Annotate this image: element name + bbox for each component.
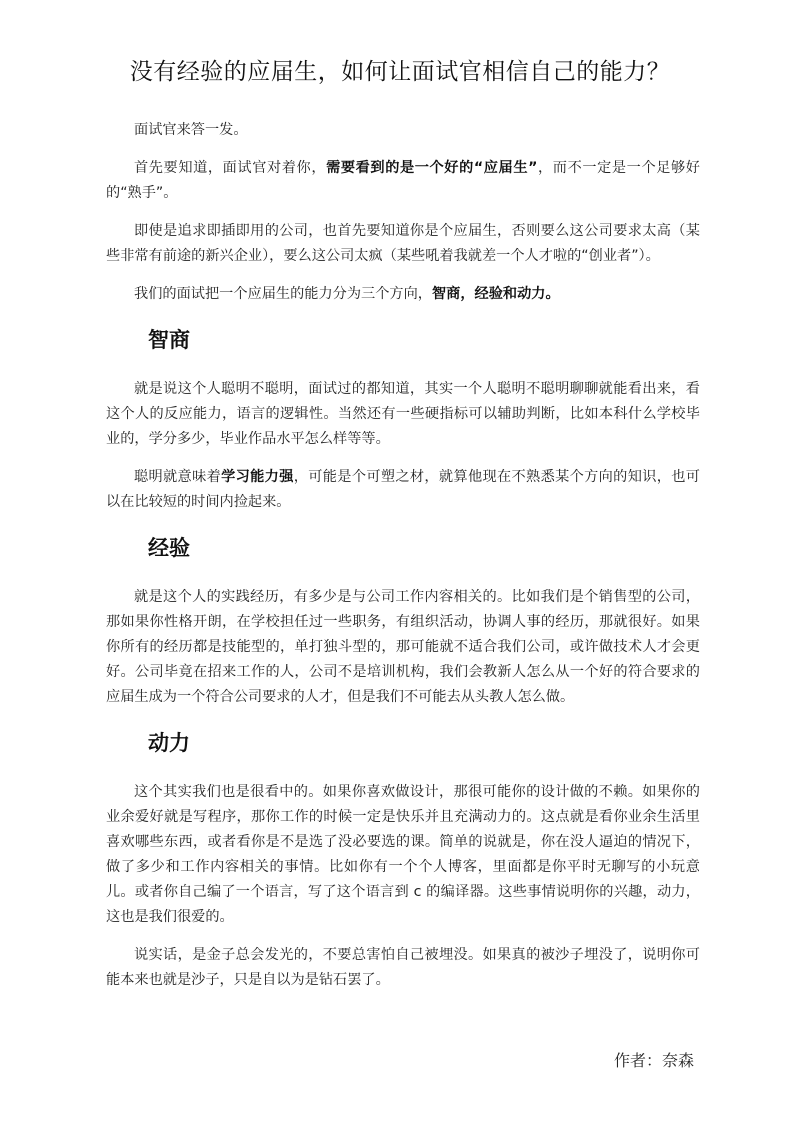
motivation-paragraph-1: 这个其实我们也是很看中的。如果你喜欢做设计，那很可能你的设计做的不赖。如果你的业余爱好就是写程序，那你工作的时候一定是快乐并且充满动力的。这点就是看你业余生活里喜欢哪些东西，或者看你是不是选了没必要选的课。简单的说就是，你在没人逼迫的情况下，做了多少和工作内容相关的事情。比如你有一个个人博客，里面都是你平时无聊写的小玩意儿。或者你自己编了一个语言，写了这个语言到 c 的编译器。这些事情说明你的兴趣，动力，这也是我们很爱的。 bbox=[106, 784, 700, 925]
section-heading-motivation: 动力 bbox=[148, 731, 190, 755]
intro-p2-text-after: ，而不一定是一个足够好的“熟手”。 bbox=[106, 160, 700, 201]
intro-p4-text-before: 我们的面试把一个应届生的能力分为三个方向， bbox=[134, 286, 432, 302]
experience-paragraph-1: 就是这个人的实践经历，有多少是与公司工作内容相关的。比如我们是个销售型的公司，那如果你性格开朗，在学校担任过一些职务，有组织活动，协调人事的经历，那就很好。如果你所有的经历都是技能型的，单打独斗型的，那可能就不适合我们公司，或许做技术人才会更好。公司毕竟在招来工作的人，公司不是培训机构，我们会教新人怎么从一个好的符合要求的应届生成为一个符合公司要求的人才，但是我们不可能去从头教人怎么做。 bbox=[106, 589, 700, 705]
section-heading-iq: 智商 bbox=[148, 328, 190, 352]
iq-p2-bold: 学习能力强 bbox=[221, 469, 294, 485]
section-heading-experience: 经验 bbox=[148, 536, 190, 560]
intro-p2-text-before: 首先要知道，面试官对着你， bbox=[134, 160, 327, 176]
motivation-paragraph-2: 说实话，是金子总会发光的，不要总害怕自己被埋没。如果真的被沙子埋没了，说明你可能本来也就是沙子，只是自以为是钻石罢了。 bbox=[106, 947, 700, 988]
iq-p2-text-after: ，可能是个可塑之材，就算他现在不熟悉某个方向的知识，也可以在比较短的时间内捡起来。 bbox=[106, 469, 700, 510]
intro-p4-bold: 智商，经验和动力。 bbox=[431, 286, 560, 302]
iq-paragraph-2 bbox=[106, 465, 700, 515]
intro-paragraph-4 bbox=[106, 282, 700, 307]
intro-paragraph-2 bbox=[106, 156, 700, 206]
document-title: 没有经验的应届生，如何让面试官相信自己的能力？ bbox=[129, 59, 671, 86]
intro-p2-bold: 需要看到的是一个好的“应届生” bbox=[326, 160, 538, 176]
author-credit: 作者：奈森 bbox=[613, 1051, 694, 1070]
document-body bbox=[106, 118, 700, 1006]
iq-p2-text-before: 聪明就意味着 bbox=[134, 469, 222, 485]
intro-paragraph-3: 即使是追求即插即用的公司，也首先要知道你是个应届生，否则要么这公司要求太高（某些非常有前途的新兴企业），要么这公司太疯（某些吼着我就差一个人才啦的“创业者”）。 bbox=[106, 223, 700, 264]
intro-paragraph-1: 面试官来答一发。 bbox=[134, 122, 248, 138]
iq-paragraph-1: 就是说这个人聪明不聪明，面试过的都知道，其实一个人聪明不聪明聊聊就能看出来，看这个人的反应能力，语言的逻辑性。当然还有一些硬指标可以辅助判断，比如本科什么学校毕业的，学分多少，毕业作品水平怎么样等等。 bbox=[106, 381, 700, 447]
